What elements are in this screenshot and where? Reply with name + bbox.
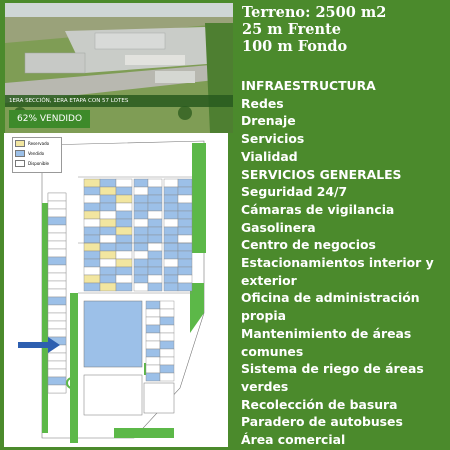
lot bbox=[84, 211, 100, 219]
lot bbox=[116, 211, 132, 219]
lot bbox=[134, 251, 148, 259]
sold-percentage-badge: 62% VENDIDO bbox=[9, 110, 90, 128]
lot bbox=[148, 235, 162, 243]
feature-item: Gasolinera bbox=[241, 219, 316, 235]
lot bbox=[160, 373, 174, 381]
feature-item: exterior bbox=[241, 272, 297, 288]
feature-item: Área comercial bbox=[241, 432, 346, 448]
lot bbox=[178, 179, 192, 187]
lot-grid-middle bbox=[134, 179, 162, 291]
lot bbox=[148, 195, 162, 203]
lot bbox=[84, 179, 100, 187]
lot bbox=[48, 217, 66, 225]
lot bbox=[164, 195, 178, 203]
lot bbox=[84, 187, 100, 195]
lot bbox=[48, 369, 66, 377]
lot bbox=[100, 235, 116, 243]
lot bbox=[100, 267, 116, 275]
lot bbox=[178, 187, 192, 195]
lot bbox=[84, 259, 100, 267]
lot bbox=[48, 353, 66, 361]
lot bbox=[146, 317, 160, 325]
lot-specifications bbox=[242, 4, 450, 55]
lot bbox=[164, 251, 178, 259]
legend-item-sold bbox=[13, 148, 61, 158]
lot bbox=[116, 195, 132, 203]
feature-item: INFRAESTRUCTURA bbox=[241, 78, 376, 93]
lot bbox=[48, 273, 66, 281]
lot bbox=[116, 251, 132, 259]
lot bbox=[84, 195, 100, 203]
lot-area: Terreno: 2500 m2 bbox=[242, 4, 387, 21]
lot bbox=[148, 259, 162, 267]
lot bbox=[148, 179, 162, 187]
lot bbox=[48, 297, 66, 305]
lot bbox=[48, 265, 66, 273]
lot bbox=[134, 283, 148, 291]
lot bbox=[116, 203, 132, 211]
lot bbox=[164, 243, 178, 251]
lot bbox=[164, 203, 178, 211]
legend-label: Vendido bbox=[28, 150, 45, 156]
lot bbox=[164, 211, 178, 219]
lot bbox=[100, 187, 116, 195]
lot bbox=[134, 275, 148, 283]
legend-item-reserved bbox=[13, 138, 61, 148]
lot bbox=[48, 233, 66, 241]
lot bbox=[48, 281, 66, 289]
lot bbox=[116, 283, 132, 291]
reserved-swatch bbox=[15, 140, 25, 147]
lot bbox=[148, 219, 162, 227]
lot bbox=[148, 227, 162, 235]
lot bbox=[116, 187, 132, 195]
lot bbox=[48, 201, 66, 209]
lot bbox=[116, 259, 132, 267]
feature-item: Mantenimiento de áreas bbox=[241, 325, 412, 341]
lot-front: 25 m Frente bbox=[242, 21, 341, 38]
feature-item: Cámaras de vigilancia bbox=[241, 201, 395, 217]
lot bbox=[164, 179, 178, 187]
lot bbox=[178, 259, 192, 267]
lot bbox=[134, 179, 148, 187]
feature-item: verdes bbox=[241, 378, 289, 394]
lot bbox=[48, 209, 66, 217]
lot bbox=[48, 305, 66, 313]
feature-item: Recolección de basura bbox=[241, 396, 398, 412]
lot bbox=[116, 275, 132, 283]
lot bbox=[84, 243, 100, 251]
lot bbox=[116, 227, 132, 235]
feature-item: propia bbox=[241, 308, 286, 324]
lot bbox=[48, 289, 66, 297]
lot bbox=[178, 267, 192, 275]
lot bbox=[134, 195, 148, 203]
lot bbox=[160, 301, 174, 309]
feature-item: Vialidad bbox=[241, 148, 298, 164]
lot bbox=[148, 251, 162, 259]
plan-legend bbox=[12, 137, 62, 173]
lot bbox=[48, 193, 66, 201]
lot bbox=[48, 241, 66, 249]
lot bbox=[84, 267, 100, 275]
lot bbox=[134, 211, 148, 219]
lot bbox=[100, 195, 116, 203]
lot bbox=[100, 179, 116, 187]
lot bbox=[134, 243, 148, 251]
lot bbox=[178, 219, 192, 227]
lot bbox=[160, 357, 174, 365]
feature-item: Drenaje bbox=[241, 113, 296, 129]
lot bbox=[148, 187, 162, 195]
lot bbox=[100, 203, 116, 211]
lot bbox=[146, 357, 160, 365]
lot bbox=[146, 301, 160, 309]
lot bbox=[160, 317, 174, 325]
right-column bbox=[240, 0, 450, 450]
lot bbox=[148, 203, 162, 211]
feature-item: Seguridad 24/7 bbox=[241, 184, 348, 200]
lot bbox=[100, 227, 116, 235]
lot bbox=[134, 227, 148, 235]
lot bbox=[84, 251, 100, 259]
lot bbox=[160, 309, 174, 317]
lot bbox=[146, 309, 160, 317]
lot bbox=[134, 267, 148, 275]
lot bbox=[116, 179, 132, 187]
lot bbox=[134, 203, 148, 211]
lot bbox=[160, 349, 174, 357]
feature-item: Oficina de administración bbox=[241, 290, 420, 306]
features-list bbox=[241, 77, 447, 449]
feature-item: Estacionamientos interior y bbox=[241, 255, 434, 271]
lot-depth: 100 m Fondo bbox=[242, 38, 348, 55]
lot bbox=[178, 243, 192, 251]
lot bbox=[134, 187, 148, 195]
legend-label: Disponible bbox=[28, 160, 50, 166]
aerial-banner-text: 1ERA SECCIÓN, 1ERA ETAPA CON 57 LOTES bbox=[5, 95, 233, 107]
lot bbox=[48, 225, 66, 233]
lot bbox=[164, 275, 178, 283]
lot bbox=[178, 283, 192, 291]
lot bbox=[84, 203, 100, 211]
site-plan-map bbox=[4, 133, 228, 447]
lot bbox=[164, 235, 178, 243]
lot bbox=[100, 275, 116, 283]
lot bbox=[146, 373, 160, 381]
feature-item: SERVICIOS GENERALES bbox=[241, 166, 402, 182]
lot bbox=[116, 243, 132, 251]
lot bbox=[178, 251, 192, 259]
lot bbox=[164, 267, 178, 275]
lot bbox=[48, 385, 66, 393]
feature-item: Redes bbox=[241, 95, 284, 111]
lot bbox=[164, 219, 178, 227]
lot bbox=[100, 243, 116, 251]
lot bbox=[178, 211, 192, 219]
lot bbox=[160, 333, 174, 341]
lot bbox=[84, 275, 100, 283]
lot bbox=[100, 219, 116, 227]
lot bbox=[48, 313, 66, 321]
lot bbox=[48, 257, 66, 265]
lot bbox=[100, 283, 116, 291]
lot bbox=[134, 235, 148, 243]
legend-item-available bbox=[13, 158, 61, 168]
lot bbox=[100, 251, 116, 259]
feature-item: Paradero de autobuses bbox=[241, 414, 403, 430]
lot bbox=[164, 227, 178, 235]
lot bbox=[178, 195, 192, 203]
lot bbox=[48, 329, 66, 337]
lot bbox=[116, 267, 132, 275]
lot bbox=[148, 211, 162, 219]
lot bbox=[164, 187, 178, 195]
lot bbox=[178, 203, 192, 211]
lot bbox=[164, 283, 178, 291]
lot bbox=[148, 267, 162, 275]
lot bbox=[146, 325, 160, 333]
legend-label: Reservado bbox=[28, 140, 50, 146]
lot bbox=[100, 259, 116, 267]
lot bbox=[160, 341, 174, 349]
lot bbox=[134, 219, 148, 227]
lot bbox=[148, 243, 162, 251]
lot bbox=[134, 259, 148, 267]
lot bbox=[148, 283, 162, 291]
sold-swatch bbox=[15, 150, 25, 157]
lot bbox=[48, 321, 66, 329]
lot bbox=[84, 283, 100, 291]
lot bbox=[178, 275, 192, 283]
lot bbox=[48, 249, 66, 257]
feature-item: Sistema de riego de áreas bbox=[241, 361, 424, 377]
aerial-render-image bbox=[5, 3, 233, 133]
feature-item: comunes bbox=[241, 343, 304, 359]
lot bbox=[148, 275, 162, 283]
lot bbox=[178, 235, 192, 243]
lot bbox=[116, 235, 132, 243]
lot bbox=[160, 365, 174, 373]
lot bbox=[146, 365, 160, 373]
lot bbox=[84, 227, 100, 235]
lot bbox=[84, 235, 100, 243]
lot bbox=[48, 361, 66, 369]
lot bbox=[146, 349, 160, 357]
lot bbox=[160, 325, 174, 333]
lot bbox=[100, 211, 116, 219]
lot bbox=[164, 259, 178, 267]
feature-item: Servicios bbox=[241, 131, 305, 147]
lot bbox=[48, 377, 66, 385]
lot bbox=[178, 227, 192, 235]
lot bbox=[84, 219, 100, 227]
lot bbox=[146, 333, 160, 341]
lot bbox=[146, 341, 160, 349]
lot bbox=[116, 219, 132, 227]
feature-item: Centro de negocios bbox=[241, 237, 376, 253]
available-swatch bbox=[15, 160, 25, 167]
